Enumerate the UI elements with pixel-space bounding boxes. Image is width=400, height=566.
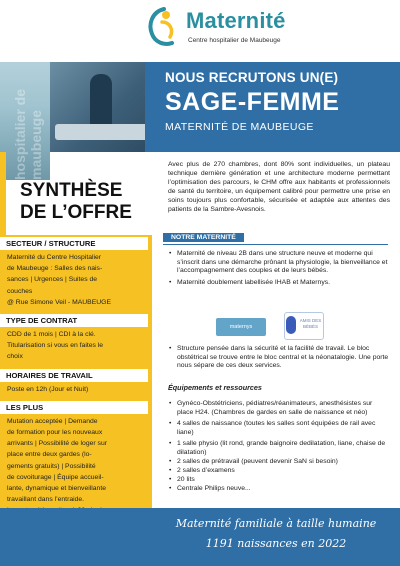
offer-summary-panel <box>0 235 152 543</box>
section-heading-contract: TYPE DE CONTRAT <box>0 314 148 327</box>
maternite-logo-icon <box>144 6 182 48</box>
tagline-family: Maternité familiale à taille humaine <box>175 517 377 530</box>
list-item: • Maternité doublement labellisée IHAB et Maternys. <box>168 279 390 288</box>
list-item: • 2 salles de prétravail (peuvent devenir SaN si besoin) <box>168 458 390 467</box>
structure-line: de Maubeuge : Salles des nais- <box>7 265 103 273</box>
maternys-logo: maternys <box>216 318 266 336</box>
footer-left-band <box>0 508 152 566</box>
equipment-heading: Équipements et ressources <box>168 383 262 392</box>
logo-subtitle: Centre hospitalier de Maubeuge <box>188 37 281 44</box>
section-heading-structure: SECTEUR / STRUCTURE <box>0 237 148 250</box>
list-item: • Gynéco-Obstétriciens, pédiatres/réanimateurs, anesthésistes sur place H24. (Chambres de gardes en salle de naissance et néo) <box>168 400 390 417</box>
equipment-bullets <box>168 400 390 494</box>
header <box>0 0 400 62</box>
synthesis-title-line2: DE L’OFFRE <box>20 202 132 223</box>
amis-des-bebes-text: AMIS DES BÉBÉS <box>299 318 322 329</box>
structure-line: couches <box>7 287 33 295</box>
photo-strip-text: hospitalier de maubeuge <box>12 88 44 180</box>
contract-line: CDD de 1 mois | CDI à la clé. <box>7 331 96 339</box>
list-item: • Centrale Philips neuve... <box>168 485 390 494</box>
hero-job-title: SAGE-FEMME <box>165 88 340 116</box>
synthesis-title-line1: SYNTHÈSE <box>20 180 123 201</box>
plus-line: de covoiturage | Équipe accueil- <box>7 473 104 481</box>
plus-line: travaillant dans l’entraide. <box>7 496 85 504</box>
intro-paragraph: Avec plus de 270 chambres, dont 80% sont individuelles, un plateau technique dernière génération et une architecture moderne permettant l’optimisation des parcours, le CHM offre aux habitants et professionnels de santé du territoire, un équipement calibré pour permettre une prise en soins toujours plus confortable, sécurisée et adaptée aux attentes des patients de la Sambre-Avesnois. <box>168 161 390 213</box>
section-divider <box>163 244 388 245</box>
tagline-births: 1191 naissances en 2022 <box>205 537 347 550</box>
structure-line: Maternité du Centre Hospitalier <box>7 254 102 261</box>
hero-department: MATERNITÉ DE MAUBEUGE <box>165 121 314 133</box>
list-item: • 2 salles d’examens <box>168 467 390 476</box>
structure-line: sances | Urgences | Suites de <box>7 276 98 284</box>
plus-line: de formation pour les nouveaux <box>7 429 103 437</box>
plus-line: arrivants | Possibilité de loger sur <box>7 440 107 448</box>
section-heading-hours: HORAIRES DE TRAVAIL <box>0 369 148 382</box>
notre-maternite-label: NOTRE MATERNITÉ <box>163 233 244 242</box>
plus-line: gements gratuits) | Possibilité <box>7 462 96 470</box>
plus-line: place entre deux gardes (lo- <box>7 451 92 459</box>
plus-line: lante, dynamique et bienveillante <box>7 485 106 493</box>
hero-recruit-line: NOUS RECRUTONS UN(E) <box>165 70 339 85</box>
section-body-contract <box>0 327 152 367</box>
maternite-bullets <box>168 250 390 290</box>
list-item: • 20 lits <box>168 476 390 485</box>
hero-photo-bed <box>55 124 150 140</box>
structure-address: @ Rue Simone Veil - MAUBEUGE <box>7 298 111 306</box>
section-body-structure <box>0 250 152 312</box>
baby-icon <box>286 316 296 334</box>
amis-des-bebes-logo <box>284 312 324 340</box>
contract-line: choix <box>7 353 23 361</box>
list-item: • 1 salle physio (lit rond, grande baignoire dedilatation, liane, chaise de dilatation) <box>168 440 390 457</box>
logo-title: Maternité <box>186 8 286 33</box>
list-item: • Structure pensée dans la sécurité et la facilité de travail. Le bloc obstétrical se trouve entre le bloc central et la néonatalogie. Une porte nous sépare de ces deux services. <box>168 345 390 371</box>
section-heading-plus: LES PLUS <box>0 401 148 414</box>
list-item: • 4 salles de naissance (toutes les salles sont équipées de rail avec liane) <box>168 420 390 437</box>
contract-line: Titularisation si vous en faites le <box>7 342 104 350</box>
hours-line: Poste en 12h (Jour et Nuit) <box>7 385 89 393</box>
hero-photo <box>50 62 160 152</box>
structure-bullets <box>168 345 390 374</box>
section-body-hours <box>0 382 152 399</box>
synthesis-title <box>20 180 132 224</box>
list-item: • Maternité de niveau 2B dans une structure neuve et moderne qui s’inscrit dans une démarche prônant la physiologie, la bienveillance et l’accompagnement des couples et de leurs bébés. <box>168 250 390 276</box>
plus-line: Mutation acceptée | Demande <box>7 417 98 425</box>
